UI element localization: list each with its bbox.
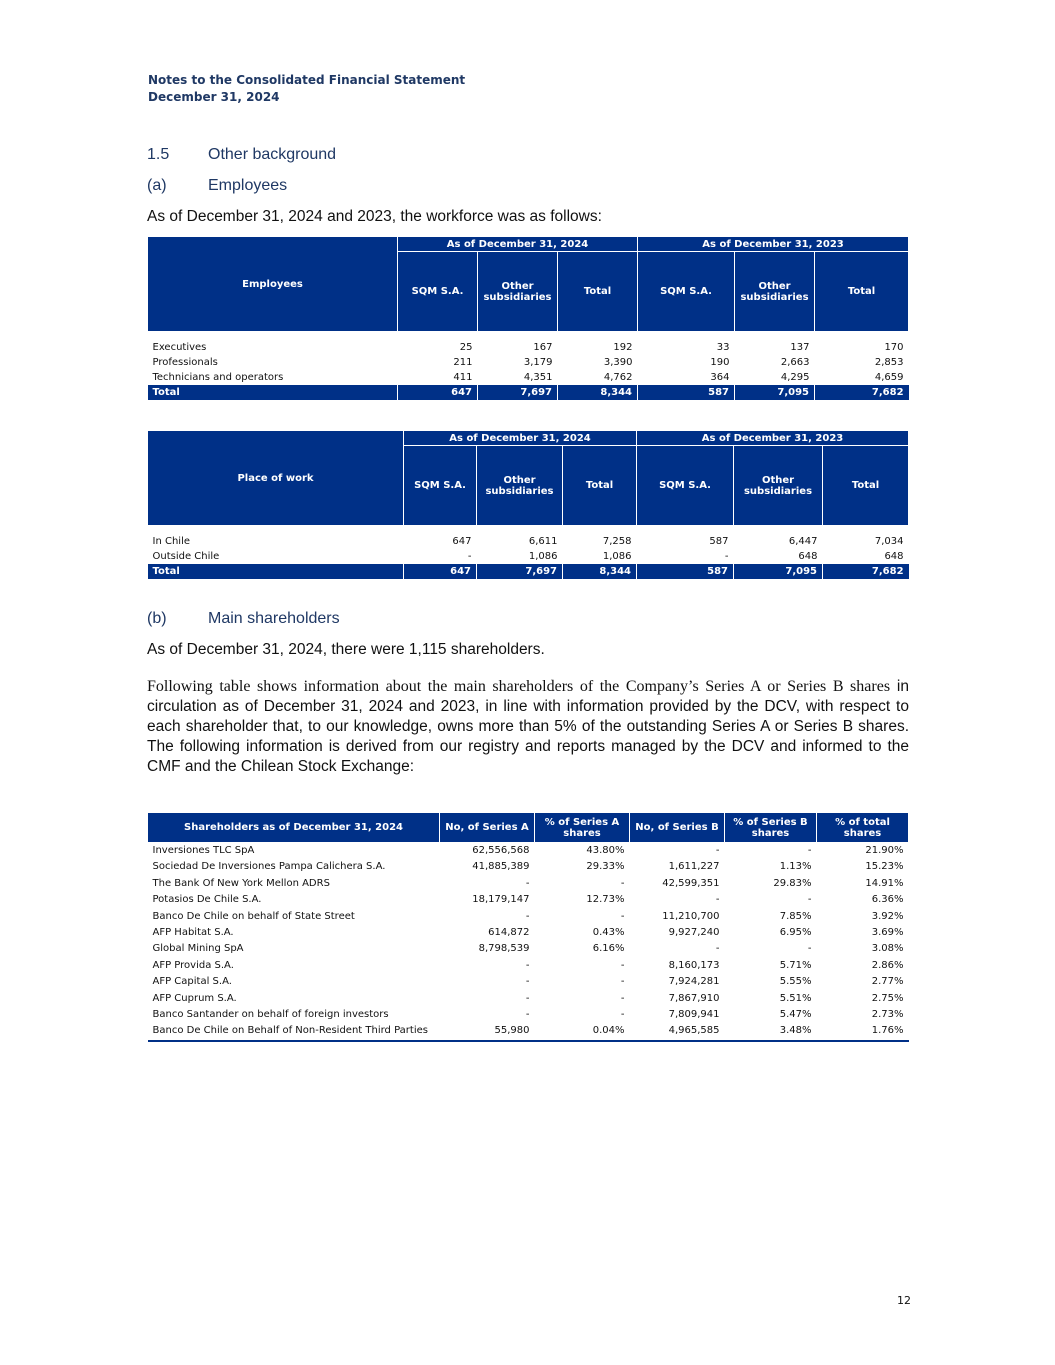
- employees-col-header: Employees: [148, 237, 398, 332]
- table-cell: 41,885,389: [472, 861, 530, 873]
- table-cell: 7,809,941: [668, 1009, 720, 1021]
- table-cell: -: [467, 551, 472, 562]
- table-cell: 7,867,910: [668, 992, 720, 1004]
- table-cell: -: [807, 894, 812, 906]
- row-label: AFP Capital S.A.: [152, 976, 232, 988]
- section-number: (b): [147, 610, 167, 627]
- col-header: Total: [823, 446, 909, 526]
- place-of-work-table: [147, 430, 909, 579]
- table-row: [148, 876, 909, 892]
- total-cell: 7,682: [815, 385, 909, 400]
- table-cell: -: [525, 959, 530, 971]
- place-col-header: Place of work: [148, 431, 404, 526]
- table-cell: 25: [459, 342, 473, 353]
- total-cell: 647: [398, 385, 478, 400]
- table-cell: 1,086: [602, 551, 632, 562]
- table-cell: 8,160,173: [668, 959, 720, 971]
- employees-table: [147, 236, 909, 400]
- table-cell: -: [620, 910, 625, 922]
- row-label: Potasios De Chile S.A.: [152, 894, 262, 906]
- description-serif-part: Following table shows information about the main shareholders of the Company’s Series A or Series B shares: [147, 678, 891, 695]
- table-cell: 5.55%: [779, 976, 812, 988]
- col-header: % of Series B shares: [725, 813, 817, 843]
- row-label: Banco Santander on behalf of foreign investors: [152, 1009, 389, 1021]
- col-header: % of Series A shares: [535, 813, 630, 843]
- row-label: Global Mining SpA: [152, 943, 244, 955]
- table-cell: 614,872: [488, 927, 530, 939]
- table-cell: 170: [884, 342, 904, 353]
- shareholders-count-paragraph: As of December 31, 2024, there were 1,115 shareholders.: [147, 641, 545, 658]
- table-row: [148, 355, 909, 370]
- table-cell: 29.83%: [773, 877, 812, 889]
- table-cell: 0.43%: [592, 927, 625, 939]
- row-label: The Bank Of New York Mellon ADRS: [152, 877, 330, 889]
- table-cell: 6,611: [528, 536, 558, 547]
- row-label: Sociedad De Inversiones Pampa Calichera S.A.: [152, 861, 386, 873]
- col-header: Other subsidiaries: [477, 446, 563, 526]
- table-cell: 5.71%: [779, 959, 812, 971]
- table-cell: -: [525, 877, 530, 889]
- table-cell: 2.73%: [871, 1009, 904, 1021]
- total-label: Total: [148, 564, 404, 579]
- table-cell: 5.51%: [779, 992, 812, 1004]
- table-cell: 55,980: [440, 1023, 535, 1040]
- col-header: No, of Series B: [630, 813, 725, 843]
- table-cell: 587: [709, 536, 729, 547]
- shareholders-table: [147, 812, 909, 1042]
- table-cell: 21.90%: [865, 845, 904, 856]
- table-row: [148, 340, 909, 355]
- table-cell: 5.47%: [779, 1009, 812, 1021]
- table-cell: 8,798,539: [478, 943, 530, 955]
- table-cell: 7,924,281: [668, 976, 720, 988]
- header-title: Notes to the Consolidated Financial Statement: [148, 73, 466, 87]
- col-header: SQM S.A.: [404, 446, 477, 526]
- section-number: (a): [147, 177, 167, 194]
- table-cell: 1,086: [528, 551, 558, 562]
- table-cell: 6.36%: [871, 894, 904, 906]
- total-row: [148, 385, 909, 400]
- table-row: [148, 958, 909, 974]
- total-cell: 7,095: [734, 564, 823, 579]
- col-header: Other subsidiaries: [478, 252, 558, 332]
- intro-paragraph: As of December 31, 2024 and 2023, the workforce was as follows:: [147, 208, 602, 225]
- table-row: [148, 370, 909, 385]
- table-cell: 62,556,568: [472, 845, 530, 856]
- table-cell: 43.80%: [586, 845, 625, 856]
- table-cell: -: [715, 894, 720, 906]
- col-header: SQM S.A.: [398, 252, 478, 332]
- table-cell: 2,853: [874, 357, 904, 368]
- table-cell: 14.91%: [865, 877, 904, 889]
- table-cell: 18,179,147: [472, 894, 530, 906]
- table-cell: -: [620, 959, 625, 971]
- total-cell: 8,344: [558, 385, 638, 400]
- section-heading-1-5: [147, 146, 336, 164]
- row-label: Executives: [152, 342, 207, 353]
- table-cell: 364: [710, 372, 730, 383]
- table-cell: 11,210,700: [662, 910, 720, 922]
- group-header-2024: As of December 31, 2024: [398, 237, 638, 252]
- row-label: Banco De Chile on Behalf of Non-Resident Third Parties: [148, 1023, 440, 1040]
- table-row: [148, 925, 909, 941]
- table-cell: -: [620, 976, 625, 988]
- table-cell: 2.86%: [871, 959, 904, 971]
- col-header: % of total shares: [817, 813, 909, 843]
- table-cell: -: [525, 976, 530, 988]
- table-cell: 411: [453, 372, 473, 383]
- table-cell: 2.75%: [871, 992, 904, 1004]
- table-cell: 3,179: [523, 357, 553, 368]
- page-number: 12: [897, 1294, 911, 1307]
- total-cell: 7,697: [478, 385, 558, 400]
- table-row: [148, 534, 909, 549]
- col-header: Other subsidiaries: [734, 446, 823, 526]
- col-header: Total: [815, 252, 909, 332]
- table-cell: 2,663: [780, 357, 810, 368]
- section-heading-a: [147, 177, 287, 195]
- table-cell: -: [620, 992, 625, 1004]
- table-cell: 33: [716, 342, 730, 353]
- col-header: Other subsidiaries: [735, 252, 815, 332]
- section-title: Other background: [208, 146, 337, 163]
- table-cell: -: [807, 845, 812, 856]
- table-cell: 6.16%: [592, 943, 625, 955]
- group-header-2023: As of December 31, 2023: [638, 237, 909, 252]
- row-label: AFP Provida S.A.: [152, 959, 234, 971]
- total-row: [148, 564, 909, 579]
- table-cell: 3.08%: [871, 943, 904, 955]
- table-cell: 648: [884, 551, 904, 562]
- table-row: [148, 549, 909, 564]
- group-header-2024: As of December 31, 2024: [404, 431, 637, 446]
- row-label: Professionals: [152, 357, 218, 368]
- table-cell: 3,390: [603, 357, 633, 368]
- section-number: 1.5: [147, 146, 170, 163]
- row-label: Banco De Chile on behalf of State Street: [152, 910, 355, 922]
- table-cell: 7,258: [602, 536, 632, 547]
- total-cell: 647: [404, 564, 477, 579]
- total-cell: 587: [637, 564, 734, 579]
- table-cell: -: [620, 877, 625, 889]
- table-cell: 7.85%: [779, 910, 812, 922]
- section-heading-b: [147, 610, 340, 628]
- table-cell: 3.69%: [871, 927, 904, 939]
- table-cell: 6,447: [788, 536, 818, 547]
- table-cell: 9,927,240: [668, 927, 720, 939]
- table-cell: 192: [613, 342, 633, 353]
- table-cell: 2.77%: [871, 976, 904, 988]
- table-cell: -: [525, 910, 530, 922]
- row-label: Technicians and operators: [152, 372, 284, 383]
- table-cell: 190: [710, 357, 730, 368]
- table-cell: 211: [453, 357, 473, 368]
- table-cell: 4,965,585: [630, 1023, 725, 1040]
- row-label: In Chile: [152, 536, 190, 547]
- total-label: Total: [148, 385, 398, 400]
- col-header: Total: [558, 252, 638, 332]
- table-cell: 42,599,351: [662, 877, 720, 889]
- table-cell: -: [525, 992, 530, 1004]
- col-header: Total: [563, 446, 637, 526]
- total-cell: 8,344: [563, 564, 637, 579]
- table-row: [148, 843, 909, 860]
- table-cell: 7,034: [874, 536, 904, 547]
- table-cell: -: [807, 943, 812, 955]
- table-row: [148, 909, 909, 925]
- table-cell: 4,351: [523, 372, 553, 383]
- table-cell: 29.33%: [586, 861, 625, 873]
- col-header: No, of Series A: [440, 813, 535, 843]
- table-cell: 648: [798, 551, 818, 562]
- section-title: Main shareholders: [208, 610, 340, 627]
- table-cell: 1.76%: [817, 1023, 909, 1040]
- table-cell: 647: [452, 536, 472, 547]
- table-row: [148, 1007, 909, 1023]
- table-cell: 4,659: [874, 372, 904, 383]
- description-rest: in circulation as of December 31, 2024 and 2023, in line with information provided by the DCV, with respect to each shareholder that, to our knowledge, owns more than 5% of the outstanding Series A or Series B shares. The following information is derived from our registry and reports managed by the DCV and informed to the CMF and the Chilean Stock Exchange:: [147, 678, 909, 775]
- row-label: AFP Habitat S.A.: [152, 927, 234, 939]
- table-cell: -: [525, 1009, 530, 1021]
- group-header-2023: As of December 31, 2023: [637, 431, 909, 446]
- table-row: [148, 1023, 909, 1040]
- table-row: [148, 974, 909, 990]
- table-cell: 1.13%: [779, 861, 812, 873]
- section-title: Employees: [208, 177, 288, 194]
- table-cell: 4,295: [780, 372, 810, 383]
- table-cell: 167: [533, 342, 553, 353]
- table-cell: 3.48%: [725, 1023, 817, 1040]
- total-cell: 7,095: [735, 385, 815, 400]
- table-cell: 1,611,227: [668, 861, 720, 873]
- table-row: [148, 892, 909, 908]
- page-header: [148, 72, 465, 106]
- table-cell: -: [620, 1009, 625, 1021]
- table-cell: 0.04%: [535, 1023, 630, 1040]
- row-label: AFP Cuprum S.A.: [152, 992, 237, 1004]
- table-cell: -: [715, 943, 720, 955]
- row-label: Inversiones TLC SpA: [152, 845, 255, 856]
- table-cell: 6.95%: [779, 927, 812, 939]
- table-row: [148, 991, 909, 1007]
- table-cell: 12.73%: [586, 894, 625, 906]
- total-cell: 7,682: [823, 564, 909, 579]
- total-cell: 7,697: [477, 564, 563, 579]
- header-date: December 31, 2024: [148, 90, 280, 104]
- col-header: SQM S.A.: [638, 252, 735, 332]
- row-label: Outside Chile: [152, 551, 220, 562]
- table-cell: 3.92%: [871, 910, 904, 922]
- shareholders-description-paragraph: [147, 677, 909, 777]
- col-header: Shareholders as of December 31, 2024: [148, 813, 440, 843]
- table-cell: 137: [790, 342, 810, 353]
- table-cell: -: [724, 551, 729, 562]
- table-row: [148, 859, 909, 875]
- col-header: SQM S.A.: [637, 446, 734, 526]
- table-row: [148, 941, 909, 957]
- table-cell: 15.23%: [865, 861, 904, 873]
- table-cell: -: [715, 845, 720, 856]
- total-cell: 587: [638, 385, 735, 400]
- table-cell: 4,762: [603, 372, 633, 383]
